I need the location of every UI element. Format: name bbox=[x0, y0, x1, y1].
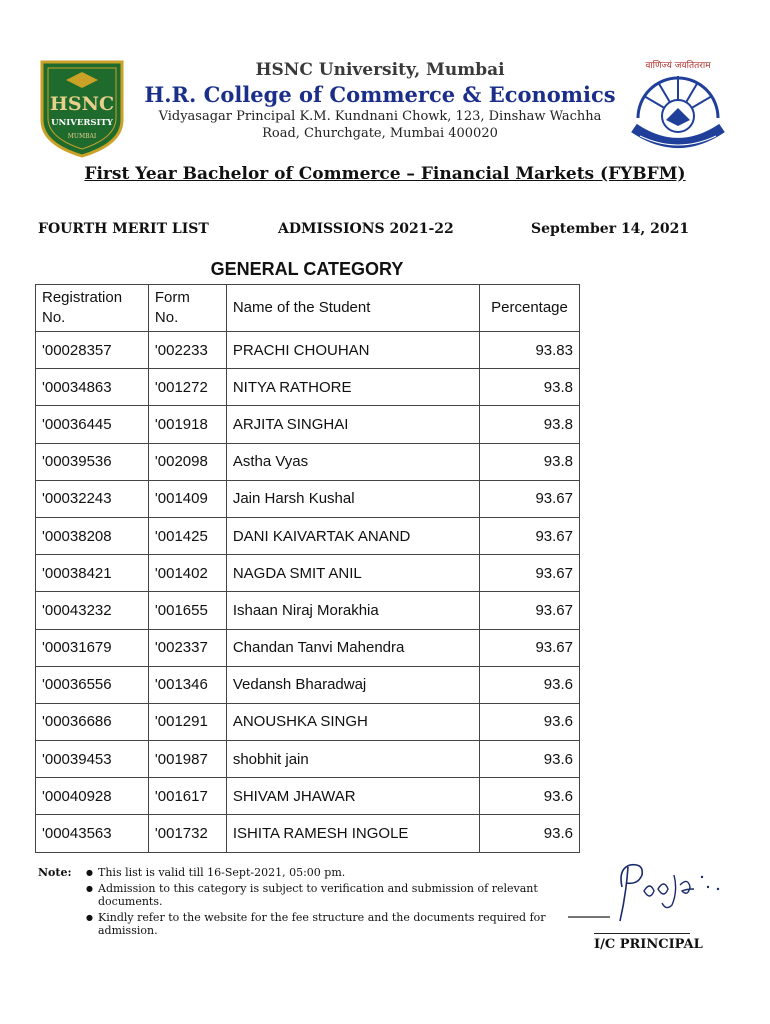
registration-no-cell: '00034863 bbox=[36, 369, 149, 406]
student-name-cell: DANI KAIVARTAK ANAND bbox=[226, 517, 479, 554]
merit-table-body bbox=[36, 332, 580, 853]
student-name-cell: ARJITA SINGHAI bbox=[226, 406, 479, 443]
svg-text:HSNC: HSNC bbox=[49, 93, 115, 115]
table-row bbox=[36, 369, 580, 406]
table-row bbox=[36, 443, 580, 480]
form-no-cell: '001402 bbox=[148, 555, 226, 592]
registration-no-cell: '00036556 bbox=[36, 666, 149, 703]
table-row bbox=[36, 741, 580, 778]
student-name-cell: Astha Vyas bbox=[226, 443, 479, 480]
percentage-cell: 93.67 bbox=[480, 480, 580, 517]
registration-no-cell: '00040928 bbox=[36, 778, 149, 815]
registration-no-cell: '00031679 bbox=[36, 629, 149, 666]
table-row bbox=[36, 778, 580, 815]
signature-line bbox=[594, 933, 690, 934]
table-row bbox=[36, 666, 580, 703]
registration-no-cell: '00036686 bbox=[36, 703, 149, 740]
address-line-2: Road, Churchgate, Mumbai 400020 bbox=[262, 126, 498, 141]
table-row bbox=[36, 406, 580, 443]
university-name: HSNC University, Mumbai bbox=[255, 60, 505, 80]
percentage-cell: 93.67 bbox=[480, 517, 580, 554]
svg-text:UNIVERSITY: UNIVERSITY bbox=[51, 118, 113, 128]
student-name-cell: Jain Harsh Kushal bbox=[226, 480, 479, 517]
form-no-cell: '002337 bbox=[148, 629, 226, 666]
registration-no-cell: '00039453 bbox=[36, 741, 149, 778]
percentage-cell: 93.8 bbox=[480, 443, 580, 480]
header-form-line1: Form bbox=[154, 289, 190, 306]
table-header-row bbox=[36, 285, 580, 332]
form-no-cell: '001346 bbox=[148, 666, 226, 703]
svg-text:वाणिज्यं जयतितराम: वाणिज्यं जयतितराम bbox=[645, 61, 711, 71]
percentage-cell: 93.67 bbox=[480, 592, 580, 629]
merit-list-label: FOURTH MERIT LIST bbox=[38, 221, 209, 237]
header-registration-line1: Registration bbox=[42, 289, 123, 306]
form-no-cell: '001732 bbox=[148, 815, 226, 852]
header-form-line2: No. bbox=[154, 309, 179, 326]
note-list bbox=[86, 866, 546, 940]
form-no-cell: '001918 bbox=[148, 406, 226, 443]
header-percentage: Percentage bbox=[480, 285, 580, 332]
college-name: H.R. College of Commerce & Economics bbox=[144, 82, 616, 107]
table-row bbox=[36, 703, 580, 740]
form-no-cell: '001655 bbox=[148, 592, 226, 629]
student-name-cell: NITYA RATHORE bbox=[226, 369, 479, 406]
form-no-cell: '002233 bbox=[148, 332, 226, 369]
principal-signature bbox=[560, 855, 740, 925]
address-line-1: Vidyasagar Principal K.M. Kundnani Chowk, 123, Dinshaw Wachha bbox=[158, 109, 602, 124]
form-no-cell: '001409 bbox=[148, 480, 226, 517]
student-name-cell: ISHITA RAMESH INGOLE bbox=[226, 815, 479, 852]
header-registration-line2: No. bbox=[42, 309, 66, 326]
hr-college-emblem bbox=[624, 58, 732, 158]
registration-no-cell: '00043563 bbox=[36, 815, 149, 852]
percentage-cell: 93.6 bbox=[480, 815, 580, 852]
table-row bbox=[36, 555, 580, 592]
note-item: ● Kindly refer to the website for the fee structure and the documents required for admission. bbox=[86, 911, 546, 937]
table-row bbox=[36, 332, 580, 369]
table-row bbox=[36, 480, 580, 517]
student-name-cell: SHIVAM JHAWAR bbox=[226, 778, 479, 815]
svg-text:MUMBAI: MUMBAI bbox=[67, 133, 97, 140]
registration-no-cell: '00032243 bbox=[36, 480, 149, 517]
registration-no-cell: '00036445 bbox=[36, 406, 149, 443]
principal-title: I/C PRINCIPAL bbox=[594, 937, 703, 952]
hsnc-university-logo bbox=[36, 58, 128, 158]
header-student-name: Name of the Student bbox=[226, 285, 479, 332]
student-name-cell: Vedansh Bharadwaj bbox=[226, 666, 479, 703]
percentage-cell: 93.67 bbox=[480, 555, 580, 592]
header-registration-no bbox=[36, 285, 149, 332]
student-name-cell: ANOUSHKA SINGH bbox=[226, 703, 479, 740]
course-title: First Year Bachelor of Commerce – Financial Markets (FYBFM) bbox=[84, 164, 686, 184]
merit-table bbox=[35, 284, 580, 853]
form-no-cell: '001272 bbox=[148, 369, 226, 406]
percentage-cell: 93.83 bbox=[480, 332, 580, 369]
registration-no-cell: '00028357 bbox=[36, 332, 149, 369]
form-no-cell: '001291 bbox=[148, 703, 226, 740]
registration-no-cell: '00039536 bbox=[36, 443, 149, 480]
student-name-cell: Chandan Tanvi Mahendra bbox=[226, 629, 479, 666]
student-name-cell: shobhit jain bbox=[226, 741, 479, 778]
percentage-cell: 93.8 bbox=[480, 406, 580, 443]
student-name-cell: Ishaan Niraj Morakhia bbox=[226, 592, 479, 629]
percentage-cell: 93.6 bbox=[480, 666, 580, 703]
percentage-cell: 93.8 bbox=[480, 369, 580, 406]
college-address bbox=[150, 108, 610, 142]
student-name-cell: PRACHI CHOUHAN bbox=[226, 332, 479, 369]
registration-no-cell: '00038421 bbox=[36, 555, 149, 592]
form-no-cell: '001987 bbox=[148, 741, 226, 778]
registration-no-cell: '00038208 bbox=[36, 517, 149, 554]
category-title: GENERAL CATEGORY bbox=[210, 259, 404, 279]
percentage-cell: 93.6 bbox=[480, 703, 580, 740]
form-no-cell: '001617 bbox=[148, 778, 226, 815]
registration-no-cell: '00043232 bbox=[36, 592, 149, 629]
form-no-cell: '001425 bbox=[148, 517, 226, 554]
percentage-cell: 93.6 bbox=[480, 778, 580, 815]
table-row bbox=[36, 629, 580, 666]
note-item: ● Admission to this category is subject to verification and submission of relevant documents. bbox=[86, 882, 546, 908]
admissions-label: ADMISSIONS 2021-22 bbox=[278, 221, 454, 237]
header-form-no bbox=[148, 285, 226, 332]
form-no-cell: '002098 bbox=[148, 443, 226, 480]
percentage-cell: 93.6 bbox=[480, 741, 580, 778]
table-row bbox=[36, 815, 580, 852]
student-name-cell: NAGDA SMIT ANIL bbox=[226, 555, 479, 592]
percentage-cell: 93.67 bbox=[480, 629, 580, 666]
list-date: September 14, 2021 bbox=[531, 221, 690, 237]
table-row bbox=[36, 592, 580, 629]
note-item: ● This list is valid till 16-Sept-2021, 05:00 pm. bbox=[86, 866, 546, 879]
note-label: Note: bbox=[38, 866, 72, 879]
table-row bbox=[36, 517, 580, 554]
